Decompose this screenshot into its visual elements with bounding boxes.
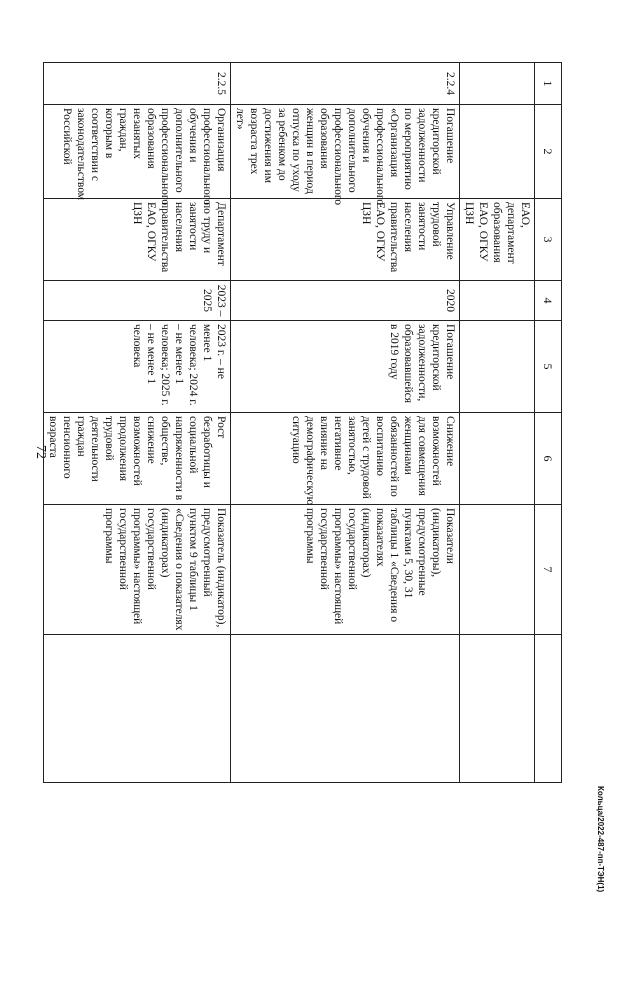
header-cell-1: 1 <box>535 63 562 105</box>
row-number: 2.2.4 <box>231 63 460 105</box>
continuation-executor: ЕАО, департамент образования ЕАО, ОГКУ ЦЗН <box>460 199 535 281</box>
header-cell-6: 6 <box>535 413 562 505</box>
rotated-table <box>47 62 562 782</box>
period-cell: 2023 – 2025 <box>44 281 231 321</box>
table-container <box>47 62 638 631</box>
consequence-cell: Снижение возможностей для совмещения женщинами обязанностей по воспитанию детей с трудовой занятостью, негативное влияние на демографическую ситуацию <box>231 413 460 505</box>
table-row <box>44 63 231 783</box>
measure-cell: Организация профессионального обучения и дополнительного профессионального образования незанятых граждан, которым в соответствии с законодательством Российской <box>44 105 231 199</box>
indicators-cell: Показатель (индикатор), предусмотренный пунктом 9 таблицы 1 «Сведения о показателях (индикаторах) государственной программы» настоящей государственной программы <box>44 505 231 635</box>
header-cell-empty <box>535 635 562 783</box>
cell-empty <box>460 413 535 505</box>
cell-empty <box>231 635 460 783</box>
cell-empty <box>460 635 535 783</box>
result-cell: Погашение кредиторской задолженности, образовавшейся в 2019 году <box>231 321 460 413</box>
cell-empty <box>460 105 535 199</box>
cell-empty <box>44 635 231 783</box>
executor-cell: Управление трудовой занятости населения правительства ЕАО, ОГКУ ЦЗН <box>231 199 460 281</box>
header-cell-3: 3 <box>535 199 562 281</box>
page-number: 72 <box>33 445 48 459</box>
header-cell-5: 5 <box>535 321 562 413</box>
indicators-cell: Показатели (индикаторы), предусмотренные пунктами 5, 30, 31 таблицы 1 «Сведения о показателях (индикаторах) государственной программы» настоящей государственной программы <box>231 505 460 635</box>
consequence-cell: Рост безработицы и социальной напряженности в обществе, снижение возможностей продолжения трудовой деятельности граждан пенсионного возраста <box>44 413 231 505</box>
cell-empty <box>460 63 535 105</box>
table-row <box>231 63 460 783</box>
program-table <box>43 62 562 783</box>
header-cell-2: 2 <box>535 105 562 199</box>
result-cell: 2023 г. – не менее 1 человека; 2024 г. – не менее 1 человека; 2025 г. – не менее 1 человека <box>44 321 231 413</box>
row-number: 2.2.5 <box>44 63 231 105</box>
document-code: Кольца/2022-487-пп-ТЭН(1) <box>596 786 605 893</box>
cell-empty <box>460 281 535 321</box>
header-cell-7: 7 <box>535 505 562 635</box>
executor-cell: Департамент по труду и занятости населения правительства ЕАО, ОГКУ ЦЗН <box>44 199 231 281</box>
continuation-row <box>460 63 535 783</box>
header-row <box>535 63 562 783</box>
period-cell: 2020 <box>231 281 460 321</box>
measure-cell: Погашение кредиторской задолженности по мероприятию «Организация профессионального обучения и дополнительного профессионального образования женщин в период отпуска по уходу за ребенком до достижения им возраста трех лет» <box>231 105 460 199</box>
cell-empty <box>460 321 535 413</box>
header-cell-4: 4 <box>535 281 562 321</box>
cell-empty <box>460 505 535 635</box>
